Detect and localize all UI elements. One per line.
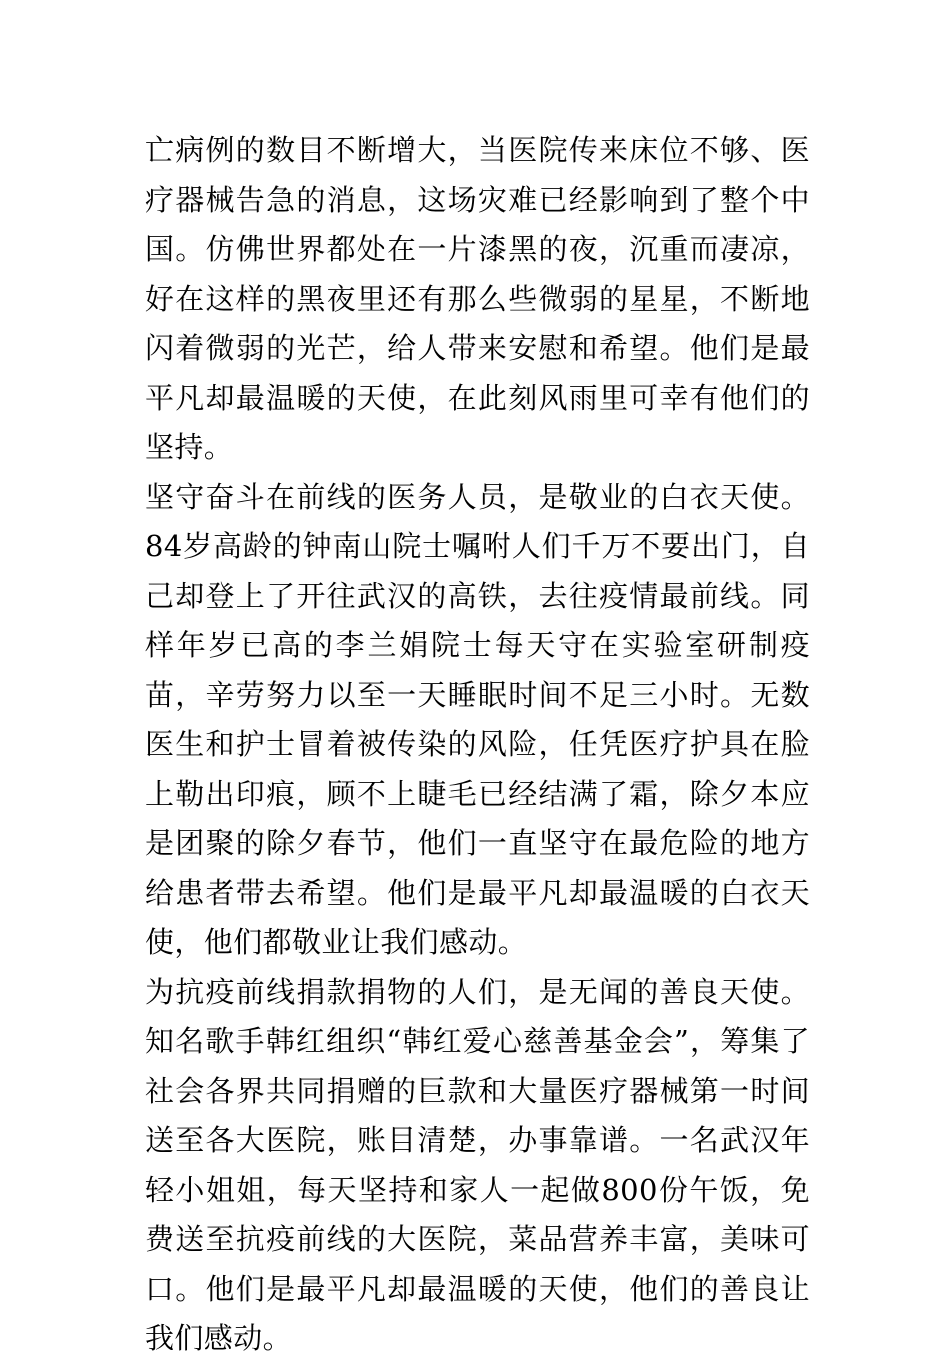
paragraph-2: 坚守奋斗在前线的医务人员，是敬业的白衣天使。84岁高龄的钟南山院士嘱咐人们千万不要出门，自己却登上了开往武汉的高铁，去往疫情最前线。同样年岁已高的李兰娟院士每天守在实验室研制疫苗，辛劳努力以至一天睡眠时间不足三小时。无数医生和护士冒着被传染的风险，任凭医疗护具在脸上勒出印痕，顾不上睫毛已经结满了霜，除夕本应是团聚的除夕春节，他们一直坚守在最危险的地方给患者带去希望。他们是最平凡却最温暖的白衣天使，他们都敬业让我们感动。 (145, 479, 810, 959)
document-body (145, 126, 810, 1364)
paragraph-3: 为抗疫前线捐款捐物的人们，是无闻的善良天使。知名歌手韩红组织“韩红爱心慈善基金会”，筹集了社会各界共同捐赠的巨款和大量医疗器械第一时间送至各大医院，账目清楚，办事靠谱。一名武汉年轻小姐姐，每天坚持和家人一起做800份午饭，免费送至抗疫前线的大医院，菜品营养丰富，美味可口。他们是最平凡却最温暖的天使，他们的善良让我们感动。 (145, 974, 810, 1355)
paragraph-1: 亡病例的数目不断增大，当医院传来床位不够、医疗器械告急的消息，这场灾难已经影响到了整个中国。仿佛世界都处在一片漆黑的夜，沉重而凄凉，好在这样的黑夜里还有那么些微弱的星星，不断地闪着微弱的光芒，给人带来安慰和希望。他们是最平凡却最温暖的天使，在此刻风雨里可幸有他们的坚持。 (145, 133, 810, 464)
